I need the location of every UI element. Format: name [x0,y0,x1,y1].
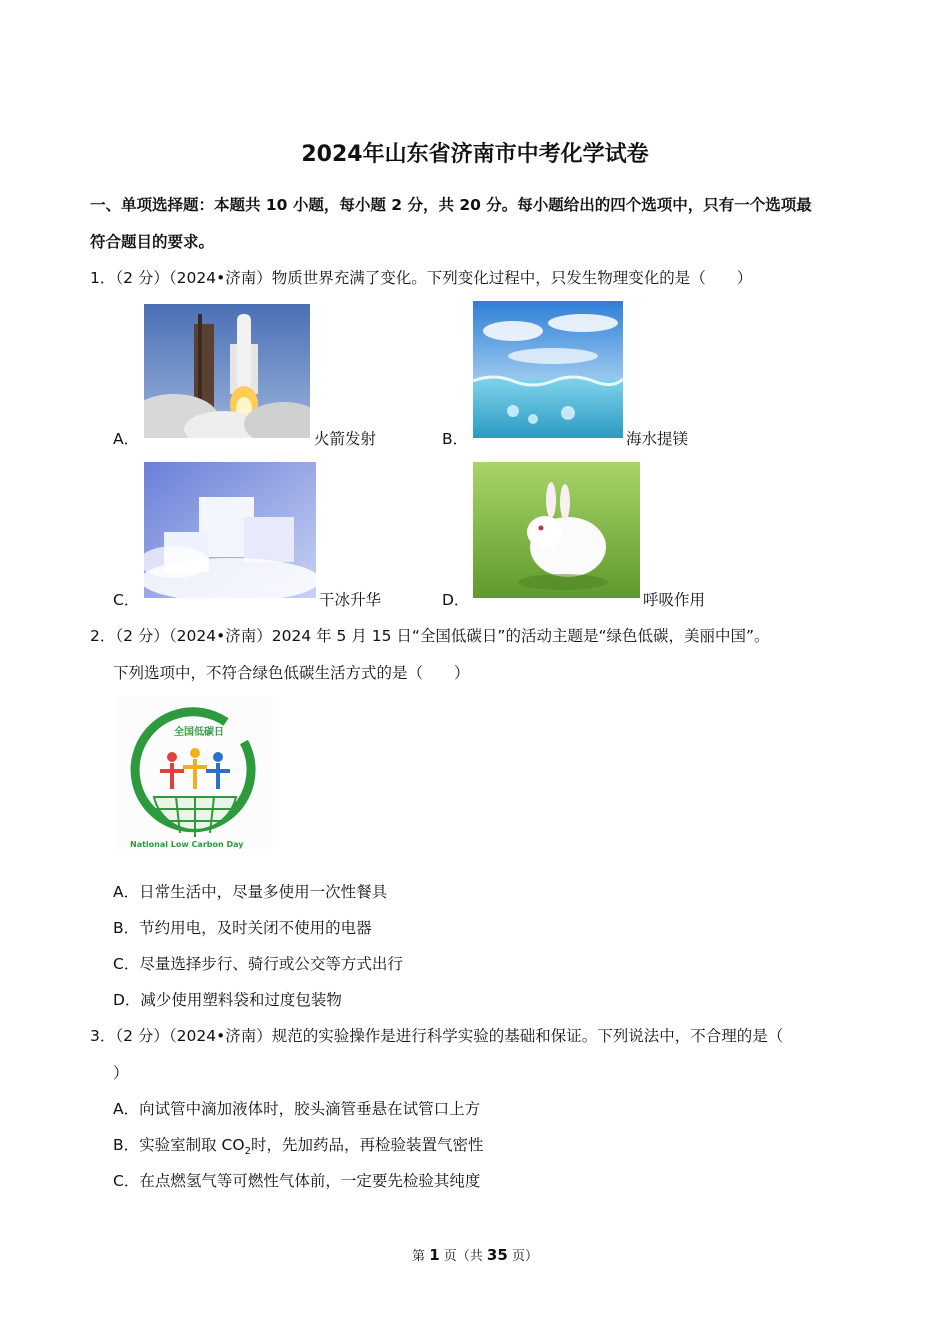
question-1-stem: 1．（2 分）（2024•济南）物质世界充满了变化。下列变化过程中，只发生物理变化的是（ ） [90,269,753,287]
low-carbon-day-logo [116,697,273,849]
footer-mid: 页（共 [443,1249,483,1264]
rocket-launch-image [144,304,310,438]
logo-text-en: National Low Carbon Day [130,840,244,849]
page-footer [0,1245,950,1264]
q1-option-b-letter: B． [442,430,469,448]
question-2-stem-line2: 下列选项中，不符合绿色低碳生活方式的是（ ） [113,664,470,682]
q2-option-d: D．减少使用塑料袋和过度包装物 [113,991,342,1009]
q3-option-a: A．向试管中滴加液体时，胶头滴管垂悬在试管口上方 [113,1100,481,1118]
q2-option-b: B．节约用电，及时关闭不使用的电器 [113,919,372,937]
q1-option-d-caption: 呼吸作用 [643,591,706,609]
q1-option-d-letter: D． [442,591,470,609]
footer-page-number: 1 [429,1246,440,1264]
q1-option-c-letter: C． [113,591,140,609]
q3-option-b-text-post: 时，先加药品，再检验装置气密性 [250,1136,484,1154]
q1-option-c-caption: 干冰升华 [319,591,382,609]
footer-post: 页） [511,1249,538,1264]
section-heading-line1: 一、单项选择题：本题共 10 小题，每小题 2 分，共 20 分。每小题给出的四个选项中，只有一个选项最 [90,196,812,214]
q2-option-a: A．日常生活中，尽量多使用一次性餐具 [113,883,388,901]
question-2-stem-line1: 2．（2 分）（2024•济南）2024 年 5 月 15 日“全国低碳日”的活动主题是“绿色低碳，美丽中国”。 [90,627,770,645]
logo-text-cn: 全国低碳日 [174,727,224,738]
q3-option-b-subscript: 2 [244,1146,251,1158]
dry-ice-image [144,462,316,598]
q1-option-b-caption: 海水提镁 [626,430,689,448]
q1-option-a-letter: A． [113,430,140,448]
q2-option-c: C．尽量选择步行、骑行或公交等方式出行 [113,955,403,973]
q1-option-a-caption: 火箭发射 [314,430,377,448]
footer-pre: 第 [412,1249,426,1264]
page-title: 2024年山东省济南市中考化学试卷 [301,142,649,167]
question-3-stem-line1: 3．（2 分）（2024•济南）规范的实验操作是进行科学实验的基础和保证。下列说法中，不合理的是（ [90,1027,784,1045]
rabbit-image [473,462,640,598]
question-3-stem-line2: ） [113,1064,129,1082]
seawater-image [473,301,623,438]
q3-option-b-text-pre: B．实验室制取 CO [113,1136,245,1154]
q3-option-c: C．在点燃氢气等可燃性气体前，一定要先检验其纯度 [113,1172,481,1190]
q3-option-b [113,1133,483,1157]
footer-total-pages: 35 [486,1246,508,1264]
section-heading-line2: 符合题目的要求。 [90,233,215,251]
